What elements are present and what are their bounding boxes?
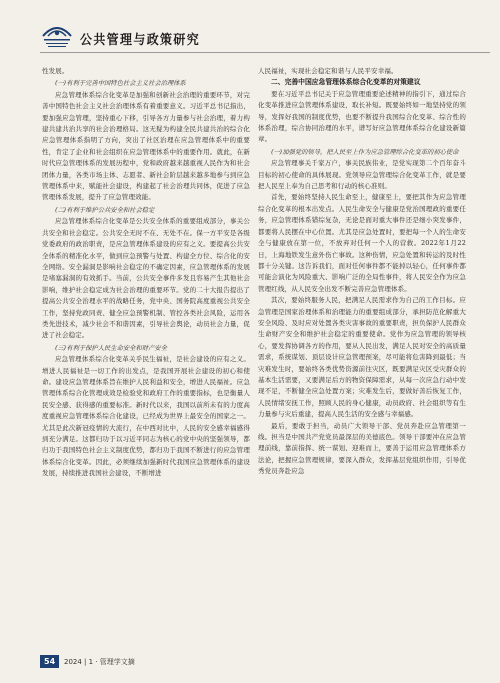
left-text-column [42,66,250,636]
body-paragraph: 应急管理体系综合化变革是公共安全体系的重要组成部分，事关公共安全和社会稳定。公共安全无时不在、无处不在。保一方平安是各级党委政府的政治职责，是应急管理体系建设的应有之义。要提高公共安全体系的精准化水平，做到应急预警与处置、构建全方位、综合化的安全网络。安全漏洞是影响社会稳定的不确定因素，应急管理体系的发展是堵塞漏洞的有效抓手。当前，公共安全事件多发且容易产生其他社会影响，维护社会稳定成为社会治理的重要环节。党的二十大报告提出了提高公共安全治理水平的战略任务，党中央、国务院高度重视公共安全工作，坚持党政同责、健全应急预警机制、管控各类社会风险，运用各类先进技术，减少社会不和谐因素，引导社会舆论，动员社会力量，促进了社会稳定。 [42,217,250,340]
subsection-heading: (一)加强党的领导，把人民至上作为应急管理综合化变革的初心使命 [271,148,459,156]
subsection-heading: (一)有利于完善中国特色社会主义社会治理体系 [55,80,186,88]
right-text-column [258,66,466,636]
body-paragraph: 最后，要敢于担当，动员广大领导干部、党员奔赴应急管理第一线。担当是中国共产党党员最深层的美德底色。领导干部要冲在应急管理前线，靠前指挥、统一谋划、迎难而上，要善于运用应急管理体系方法论，把握应急管理规律，要深入群众，发挥基层党组织作用，引导优秀党员奔赴应急 [258,421,466,476]
publication-info: 2024 | 1 · 管理学文摘 [64,658,135,666]
section-heading: 二、完善中国应急管理体系综合化变革的对策建议 [271,78,421,87]
body-paragraph: 人民福祉，实现社会稳定和谐与人民平安幸福。 [258,67,398,75]
journal-logo-icon [40,22,74,50]
header-divider [40,52,490,53]
page-number: 54 [40,655,59,668]
body-paragraph: 要在习近平总书记关于应急管理重要论述精神的指引下，通过综合化变革推进应急管理体系建设，取长补短。既要始终如一地坚持党的领导，发挥好我国的制度优势，也要不断提升我国综合化变革、综合性的体系治理，综合协同治理的水平，谱写好应急管理体系综合化建设新篇章。 [258,89,466,144]
body-paragraph: 应急管理事关千家万户，事关民族伟业，是党实现第二个百年奋斗目标的初心使命的具体展现。党领导应急管理综合化变革工作，就是要把人民至上奉为自己思考和行动的核心准则。 [258,159,466,191]
page-footer [40,655,240,669]
body-paragraph: 其次，要始终服务人民，把满足人民需求作为自己的工作目标。应急管理是国家治理体系和治理能力的重要组成部分，承担防范化解重大安全风险、及时应对处置各类灾害事故的重要职责，担负保护人民群众生命财产安全和维护社会稳定的重要使命。党作为应急管理的领导核心，要发挥协调各方的作用，要从人民出发，满足人民对安全的高质量需求，系统谋划、顶层设计应急管理预案，尽可能将危害降到最低；当灾难发生时，要始终各类优势资源前往灾区，既要满足灾区受灾群众的基本生活需要，又要满足后方的物资保障需求，从每一次应急行动中发现不足，不断健全应急处置方案；灾难发生后，要做好善后恢复工作，人民情绪安抚工作，照顾人民的身心健康，动员政府、社会组织等有生力量参与灾后重建，提高人民生活的安全感与幸福感。 [258,296,466,419]
page-header [0,0,500,58]
body-paragraph: 应急管理体系综合化变革是加强和创新社会治理的重要环节，对完善中国特色社会主义社会治理体系有着重要意义。习近平总书记指出，要加强应急管理，坚持重心下移，引导各方力量参与社会治理，着力构建共建共治共享的社会治理格局。这无疑为构建全民共建共治的综合化应急管理体系指明了方向，突出了社区治理在应急管理体系中的重要性，肯定了企业和社会组织在应急管理体系中的重要作用。就此，在新时代应急管理体系的发展历程中，党和政府越来越重视人民作为和社会团体力量，各类市场主体、志愿者、新社会阶层越来越多地参与到应急管理体系中来，赋能社会建设，构建起了社会治理共同体，促进了应急管理体系发展，提升了应急管理效能。 [42,90,250,202]
body-paragraph: 性发展。 [42,67,69,75]
subsection-heading: (二)有利于维护公共安全和社会稳定 [55,206,155,214]
subsection-heading: (三)有利于保护人民生命安全和财产安全 [55,344,167,352]
body-paragraph: 首先，要始终坚持人民生命至上，健康至上，要把其作为应急管理综合化变革的根本出发点。人民生命安全与健康是党治国理政的重要任务，应急管理体系错综复杂，无论是面对重大事件还是细小突发事件，都要将人民摆在中心位置。尤其是应急处置时，要把每一个人的生命安全与健康放在第一位，不放弃对任何一个人的营救。2022年1月22日，上海地铁发生意外伤亡事故。这种伤情，应急处置和转运的及时性都十分关键。这告诉我们，面对任何事件都不能掉以轻心，任何事件都可能会演化为风险重大、影响广泛的全局性事件，将人民安全作为应急管理红线，从人民安全出发不断完善应急管理体系。 [258,193,466,293]
body-paragraph: 应急管理体系综合化变革关乎民生福祉，是社会建设的应有之义。增进人民福祉是一切工作的出发点，是我国开展社会建设的初心和使命。建设应急管理体系旨在维护人民利益和安全，增进人民福祉。应急管理体系综合化管理成效是检验党和政府工作的重要指标，也是衡量人民安全感、获得感的重要标准。新时代以来，我国以前所未有的力度高度重视应急管理体系综合化建设，已经成为世界上最安全的国家之一。尤其是此次新冠疫情的大流行，在中西对比中，人民的安全感幸福感得到充分满足。这都归功于以习近平同志为核心的党中央的坚强领导，都归功于我国特色社会主义制度优势，都归功于我国不断进行的应急管理体系综合化变革。因此，必须继续加强新时代我国应急管理体系的建设发展，持续推进我国社会建设，不断增进 [42,355,250,478]
journal-section-title: 公共管理与政策研究 [80,33,201,48]
